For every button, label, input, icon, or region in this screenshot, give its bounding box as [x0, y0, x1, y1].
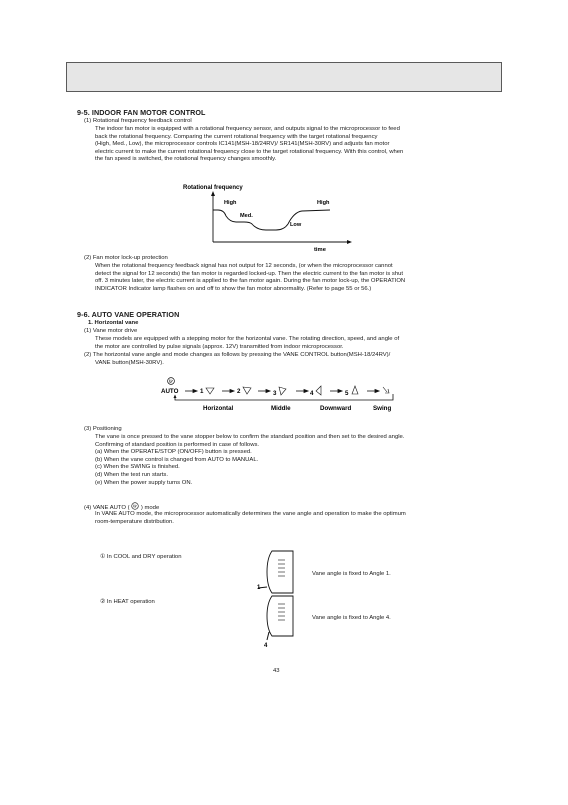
vane-angle-number: 4: [264, 643, 268, 648]
vane-angle-1-icon: [206, 388, 214, 394]
flow-arrowhead: [375, 390, 379, 393]
text-line: (e) When the power supply turns ON.: [95, 479, 193, 486]
text-line: (d) When the test run starts.: [95, 471, 169, 478]
flow-arrowhead: [230, 390, 234, 393]
section-heading-fan-motor: 9-5. INDOOR FAN MOTOR CONTROL: [77, 108, 206, 117]
flow-arrowhead: [266, 390, 270, 393]
flow-arrowhead: [193, 390, 197, 393]
text-line: the fan speed is switched, the rotational frequency changes smoothly.: [95, 156, 277, 163]
item-title-lockup: (2) Fan motor lock-up protection: [84, 255, 168, 261]
mode-heat-note: Vane angle is fixed to Angle 4.: [312, 615, 391, 621]
text-line: (High, Med., Low), the microprocessor controls IC141(MSH-18/24RV)/ SR141(MSH-30RV) and adjusts fan motor: [95, 141, 390, 148]
mode-cool-dry-label: ① In COOL and DRY operation: [100, 554, 182, 560]
section-heading-auto-vane: 9-6. AUTO VANE OPERATION: [77, 310, 180, 319]
flow-step-5: 5: [345, 390, 349, 397]
graph-label-med: Med.: [240, 213, 253, 219]
text-line: room-temperature distribution.: [95, 518, 174, 525]
mode-heat-label: ② In HEAT operation: [100, 599, 155, 605]
vane-angle-2-icon: [243, 387, 251, 394]
paragraph-lockup: [95, 263, 405, 293]
flow-group-downward: Downward: [320, 405, 352, 412]
flow-return-arrowhead: [174, 395, 177, 399]
flow-step-1: 1: [200, 388, 204, 395]
text-line: off. 3 minutes later, the electric current is applied to the fan motor again. During the fan motor lock-up, the OPERATION: [95, 278, 406, 285]
vane-angle-1-illustration: [255, 548, 305, 596]
graph-label-high-right: High: [317, 200, 330, 206]
graph-x-arrow: [347, 240, 352, 244]
paragraph-positioning: [95, 434, 404, 487]
text-line: The vane is once pressed to the vane stopper below to confirm the standard position and then set to the desired angle.: [95, 434, 405, 440]
flow-step-4: 4: [310, 390, 314, 397]
item-title-vane-motor: (1) Vane motor drive: [84, 328, 138, 334]
item-title-vane-modes: (2) The horizontal vane angle and mode changes as follows by pressing the VANE CONTROL button(MSH-18/24RV)/: [84, 352, 391, 358]
vane-auto-title-post: ) mode: [140, 505, 160, 511]
text-line: electric current to make the current rotational frequency close to the target rotational frequency. With this control, when: [95, 148, 404, 155]
vane-auto-title-pre: (4) VANE AUTO (: [84, 505, 130, 511]
auto-vane-symbol-icon: [168, 378, 175, 385]
text-line: back the rotational frequency. Comparing the current rotational frequency with the target rotational frequency: [95, 133, 378, 140]
vane-angle-5-icon: [352, 386, 358, 394]
flow-arrowhead: [304, 390, 308, 393]
flow-group-horizontal: Horizontal: [203, 405, 234, 412]
text-line: VANE button(MSH-30RV).: [95, 360, 164, 366]
graph-label-low: Low: [290, 222, 302, 228]
text-line: In VANE AUTO mode, the microprocessor automatically determines the vane angle and operation to make the optimum: [95, 511, 406, 517]
text-line: (b) When the vane control is changed from AUTO to MANUAL.: [95, 456, 259, 463]
graph-y-arrow: [211, 191, 215, 196]
vane-angle-4-icon: [316, 386, 321, 395]
graph-curve: [213, 210, 330, 230]
flow-group-swing: Swing: [373, 405, 392, 412]
item-title-positioning: (3) Positioning: [84, 426, 122, 432]
flow-auto-label: AUTO: [161, 388, 179, 395]
section-header-bar: [66, 62, 502, 92]
text-line: INDICATOR Indicator lamp flashes on and off to show the fan motor abnormality. (Refer to page 55 or 56.): [95, 285, 372, 292]
page-number: 43: [273, 668, 280, 674]
auto-vane-symbol-icon: [131, 502, 139, 510]
vane-angle-3-icon: [279, 387, 286, 395]
vane-swing-icon: [383, 387, 389, 393]
graph-ylabel: Rotational frequency: [183, 185, 243, 191]
text-line: the motor are controlled by pulse signals (approx. 12V) transmitted from indoor microprocessor.: [95, 343, 344, 350]
graph-xlabel: time: [314, 247, 326, 253]
text-line: The indoor fan motor is equipped with a rotational frequency sensor, and outputs signal to the microprocessor to feed: [95, 126, 400, 132]
paragraph-feedback: [95, 126, 403, 164]
text-line: When the rotational frequency feedback signal has not output for 12 seconds, (or when the microprocessor cannot: [95, 263, 393, 269]
flow-step-3: 3: [273, 390, 277, 397]
flow-return-line: [175, 394, 393, 400]
vane-mode-flow-diagram: [155, 376, 415, 416]
horizontal-vane: [267, 632, 269, 640]
mode-cool-dry-note: Vane angle is fixed to Angle 1.: [312, 571, 391, 577]
paragraph-vane-motor: [95, 336, 399, 351]
rotational-frequency-graph: [180, 180, 380, 260]
graph-label-high-left: High: [224, 200, 237, 206]
text-line: detect the signal for 12 seconds) the fan motor is regarded locked-up. Then the electric current to the fan motor is shut: [95, 270, 404, 277]
subheading-horizontal-vane: 1. Horizontal vane: [88, 320, 139, 326]
text-line: Confirming of standard position is performed in case of follows.: [95, 441, 260, 448]
text-line: These models are equipped with a stepping motor for the horizontal vane. The rotating direction, speed, and angle of: [95, 336, 400, 342]
text-line: (a) When the OPERATE/STOP (ON/OFF) button is pressed.: [95, 449, 252, 456]
text-line: (c) When the SWING is finished.: [95, 464, 180, 471]
vane-angle-number: 1: [257, 585, 261, 591]
flow-group-middle: Middle: [271, 405, 291, 412]
item-title-feedback: (1) Rotational frequency feedback control: [84, 118, 192, 124]
flow-step-2: 2: [237, 388, 241, 395]
vane-angle-4-illustration: [255, 594, 305, 648]
paragraph-vane-auto: [95, 511, 406, 526]
flow-arrowhead: [338, 390, 342, 393]
